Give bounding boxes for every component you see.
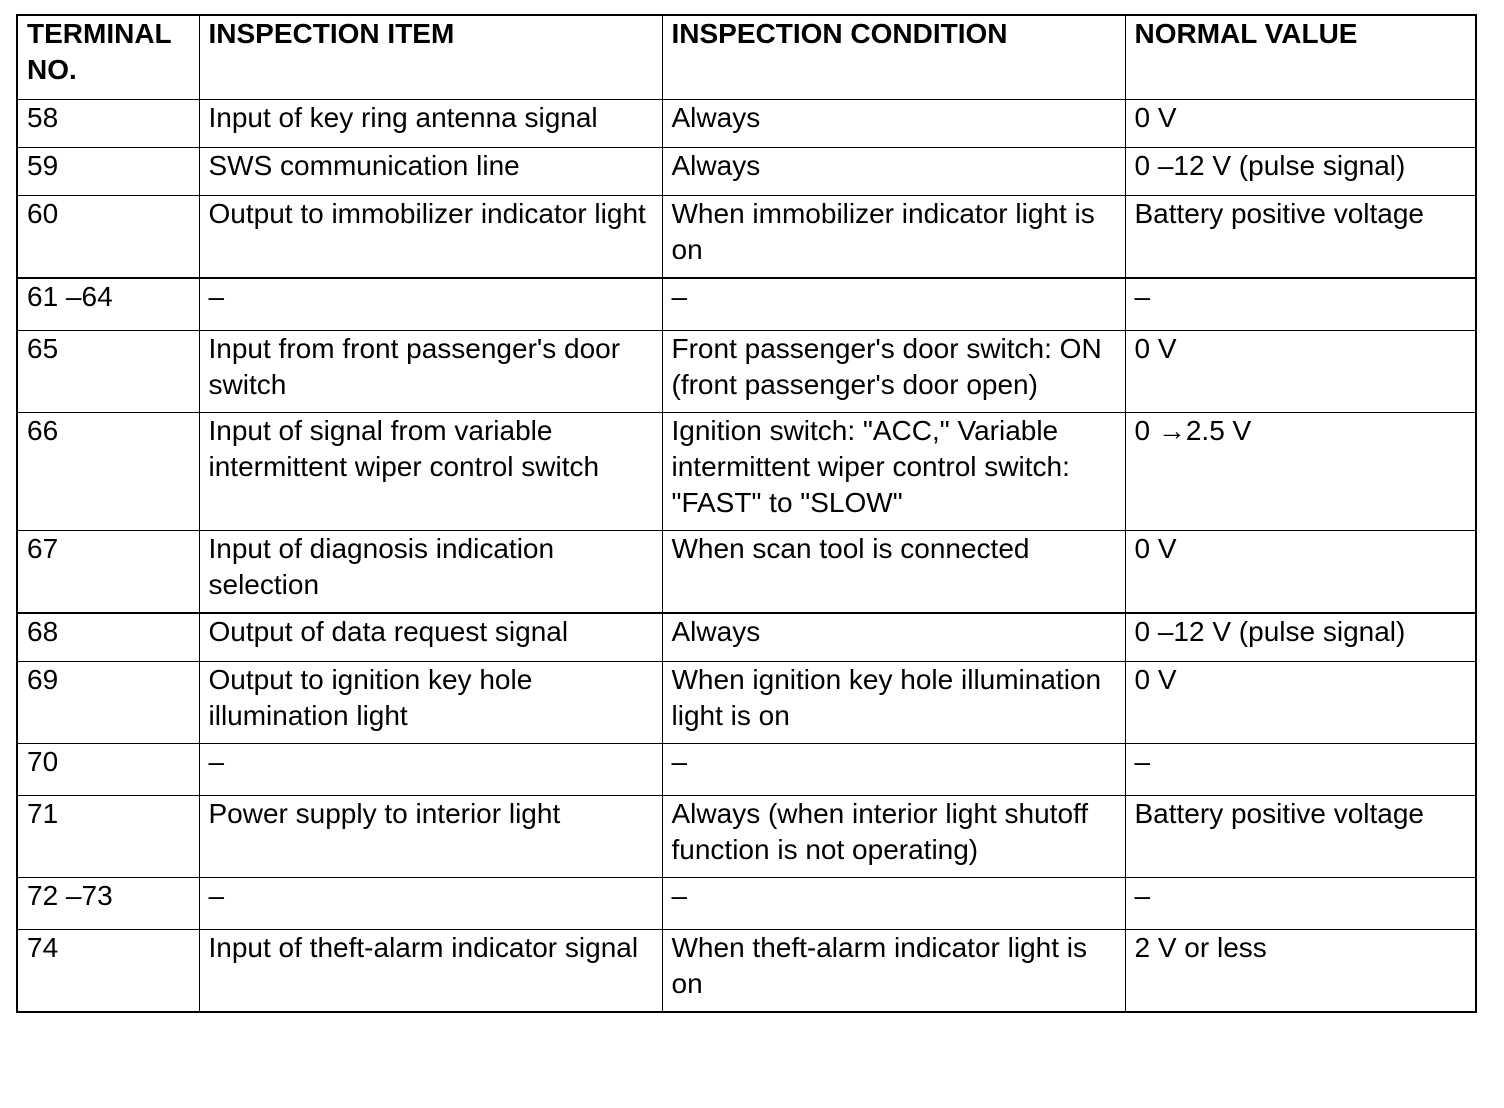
- table-row: [17, 613, 1476, 662]
- header-terminal-no: TERMINAL NO.: [17, 15, 199, 100]
- cell-condition: When immobilizer indicator light is on: [662, 196, 1125, 279]
- table-row: [17, 148, 1476, 196]
- cell-item: –: [199, 278, 662, 331]
- table-row: [17, 796, 1476, 878]
- cell-value: Battery positive voltage: [1125, 796, 1476, 878]
- cell-terminal: 69: [17, 662, 199, 744]
- cell-condition: Always (when interior light shutoff function is not operating): [662, 796, 1125, 878]
- cell-item: Output to immobilizer indicator light: [199, 196, 662, 279]
- cell-item: SWS communication line: [199, 148, 662, 196]
- cell-item: Input of diagnosis indication selection: [199, 531, 662, 614]
- table-row: [17, 100, 1476, 148]
- cell-value: 0 V: [1125, 331, 1476, 413]
- cell-item: Output to ignition key hole illumination light: [199, 662, 662, 744]
- table-row: [17, 331, 1476, 413]
- cell-value: 0 –12 V (pulse signal): [1125, 148, 1476, 196]
- header-inspection-item: INSPECTION ITEM: [199, 15, 662, 100]
- cell-item: Output of data request signal: [199, 613, 662, 662]
- cell-condition: Always: [662, 613, 1125, 662]
- cell-value: –: [1125, 744, 1476, 796]
- cell-terminal: 74: [17, 930, 199, 1013]
- cell-value: 0 V: [1125, 100, 1476, 148]
- cell-value: –: [1125, 878, 1476, 930]
- cell-condition: Always: [662, 100, 1125, 148]
- cell-condition: –: [662, 744, 1125, 796]
- table-row: [17, 413, 1476, 531]
- table-header-row: [17, 15, 1476, 100]
- table-row: [17, 278, 1476, 331]
- cell-condition: When scan tool is connected: [662, 531, 1125, 614]
- cell-item: Power supply to interior light: [199, 796, 662, 878]
- cell-condition: –: [662, 278, 1125, 331]
- cell-terminal: 71: [17, 796, 199, 878]
- cell-item: Input from front passenger's door switch: [199, 331, 662, 413]
- cell-value: –: [1125, 278, 1476, 331]
- cell-terminal: 65: [17, 331, 199, 413]
- cell-item: Input of key ring antenna signal: [199, 100, 662, 148]
- table-row: [17, 878, 1476, 930]
- cell-value: 0 V: [1125, 662, 1476, 744]
- cell-terminal: 58: [17, 100, 199, 148]
- cell-terminal: 61 –64: [17, 278, 199, 331]
- cell-item: –: [199, 744, 662, 796]
- cell-item: Input of theft-alarm indicator signal: [199, 930, 662, 1013]
- cell-condition: When theft-alarm indicator light is on: [662, 930, 1125, 1013]
- cell-condition: Front passenger's door switch: ON (front passenger's door open): [662, 331, 1125, 413]
- table-row: [17, 531, 1476, 614]
- cell-value: 2 V or less: [1125, 930, 1476, 1013]
- cell-value: Battery positive voltage: [1125, 196, 1476, 279]
- terminal-inspection-table: [16, 14, 1477, 1013]
- cell-terminal: 68: [17, 613, 199, 662]
- table-row: [17, 744, 1476, 796]
- table-row: [17, 196, 1476, 279]
- cell-terminal: 72 –73: [17, 878, 199, 930]
- cell-condition: Always: [662, 148, 1125, 196]
- cell-terminal: 66: [17, 413, 199, 531]
- table-row: [17, 930, 1476, 1013]
- table-row: [17, 662, 1476, 744]
- cell-value: 0 →2.5 V: [1125, 413, 1476, 531]
- cell-condition: –: [662, 878, 1125, 930]
- cell-item: –: [199, 878, 662, 930]
- cell-item: Input of signal from variable intermittent wiper control switch: [199, 413, 662, 531]
- header-normal-value: NORMAL VALUE: [1125, 15, 1476, 100]
- header-inspection-condition: INSPECTION CONDITION: [662, 15, 1125, 100]
- cell-terminal: 59: [17, 148, 199, 196]
- cell-value: 0 –12 V (pulse signal): [1125, 613, 1476, 662]
- cell-terminal: 67: [17, 531, 199, 614]
- cell-value: 0 V: [1125, 531, 1476, 614]
- cell-terminal: 70: [17, 744, 199, 796]
- cell-terminal: 60: [17, 196, 199, 279]
- cell-condition: Ignition switch: "ACC," Variable intermittent wiper control switch: "FAST" to "SLOW": [662, 413, 1125, 531]
- cell-condition: When ignition key hole illumination light is on: [662, 662, 1125, 744]
